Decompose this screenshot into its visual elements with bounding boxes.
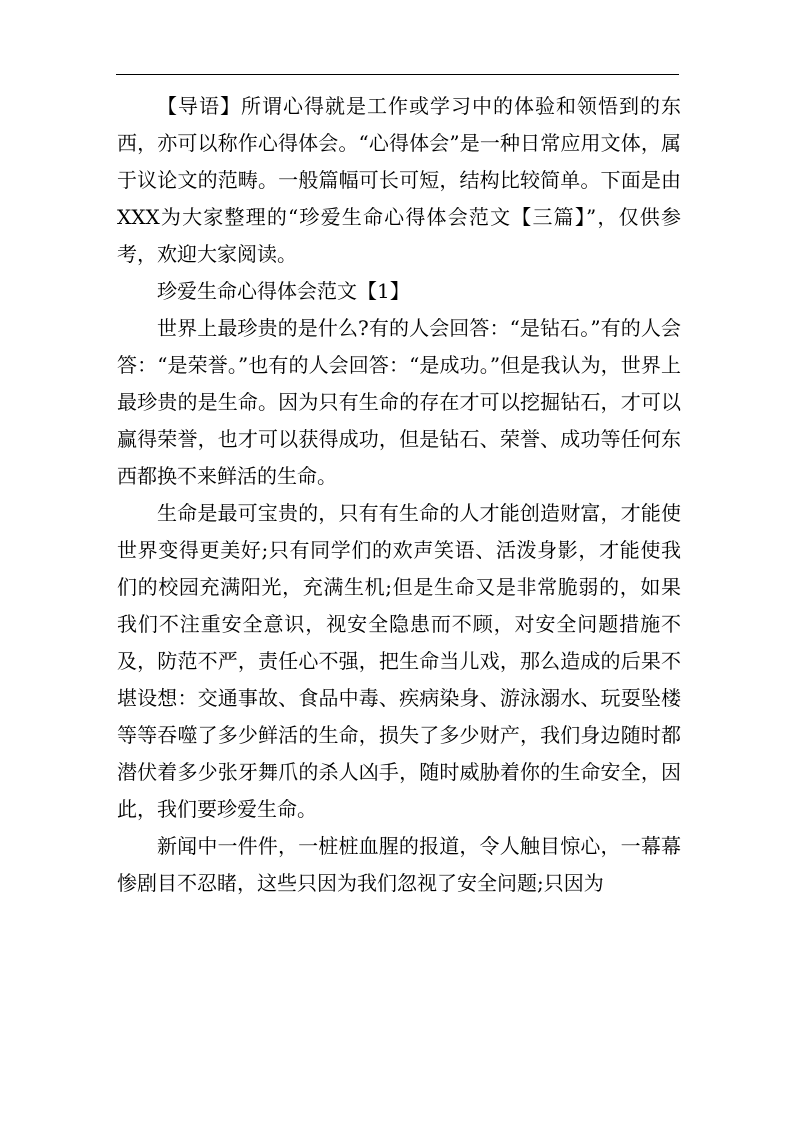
section-title: 珍爱生命心得体会范文【1】 [157,279,410,303]
body-paragraph-1: 世界上最珍贵的是什么?有的人会回答：“是钻石。”有的人会答：“是荣誉。”也有的人会回答：“是成功。”但是我认为，世界上最珍贵的是生命。因为只有生命的存在才可以挖掘钻石，才可以赢得荣誉，也才可以获得成功，但是钻石、荣誉、成功等任何东西都换不来鲜活的生命。 [117,316,681,488]
body-paragraph-3: 新闻中一件件，一桩桩血腥的报道，令人触目惊心，一幕幕惨剧目不忍睹，这些只因为我们忽视了安全问题;只因为 [117,834,681,895]
document-body [117,88,681,902]
header-rule [116,74,679,75]
intro-paragraph: 【导语】所谓心得就是工作或学习中的体验和领悟到的东西，亦可以称作心得体会。“心得体会”是一种日常应用文体，属于议论文的范畴。一般篇幅可长可短，结构比较简单。下面是由XXX为大家整理的“珍爱生命心得体会范文【三篇】”，仅供参考，欢迎大家阅读。 [117,94,681,266]
body-paragraph-2: 生命是最可宝贵的，只有有生命的人才能创造财富，才能使世界变得更美好;只有同学们的欢声笑语、活泼身影，才能使我们的校园充满阳光，充满生机;但是生命又是非常脆弱的，如果我们不注重安全意识，视安全隐患而不顾，对安全问题措施不及，防范不严，责任心不强，把生命当儿戏，那么造成的后果不堪设想：交通事故、食品中毒、疾病染身、游泳溺水、玩耍坠楼等等吞噬了多少鲜活的生命，损失了多少财产，我们身边随时都潜伏着多少张牙舞爪的杀人凶手，随时威胁着你的生命安全，因此，我们要珍爱生命。 [117,501,681,821]
